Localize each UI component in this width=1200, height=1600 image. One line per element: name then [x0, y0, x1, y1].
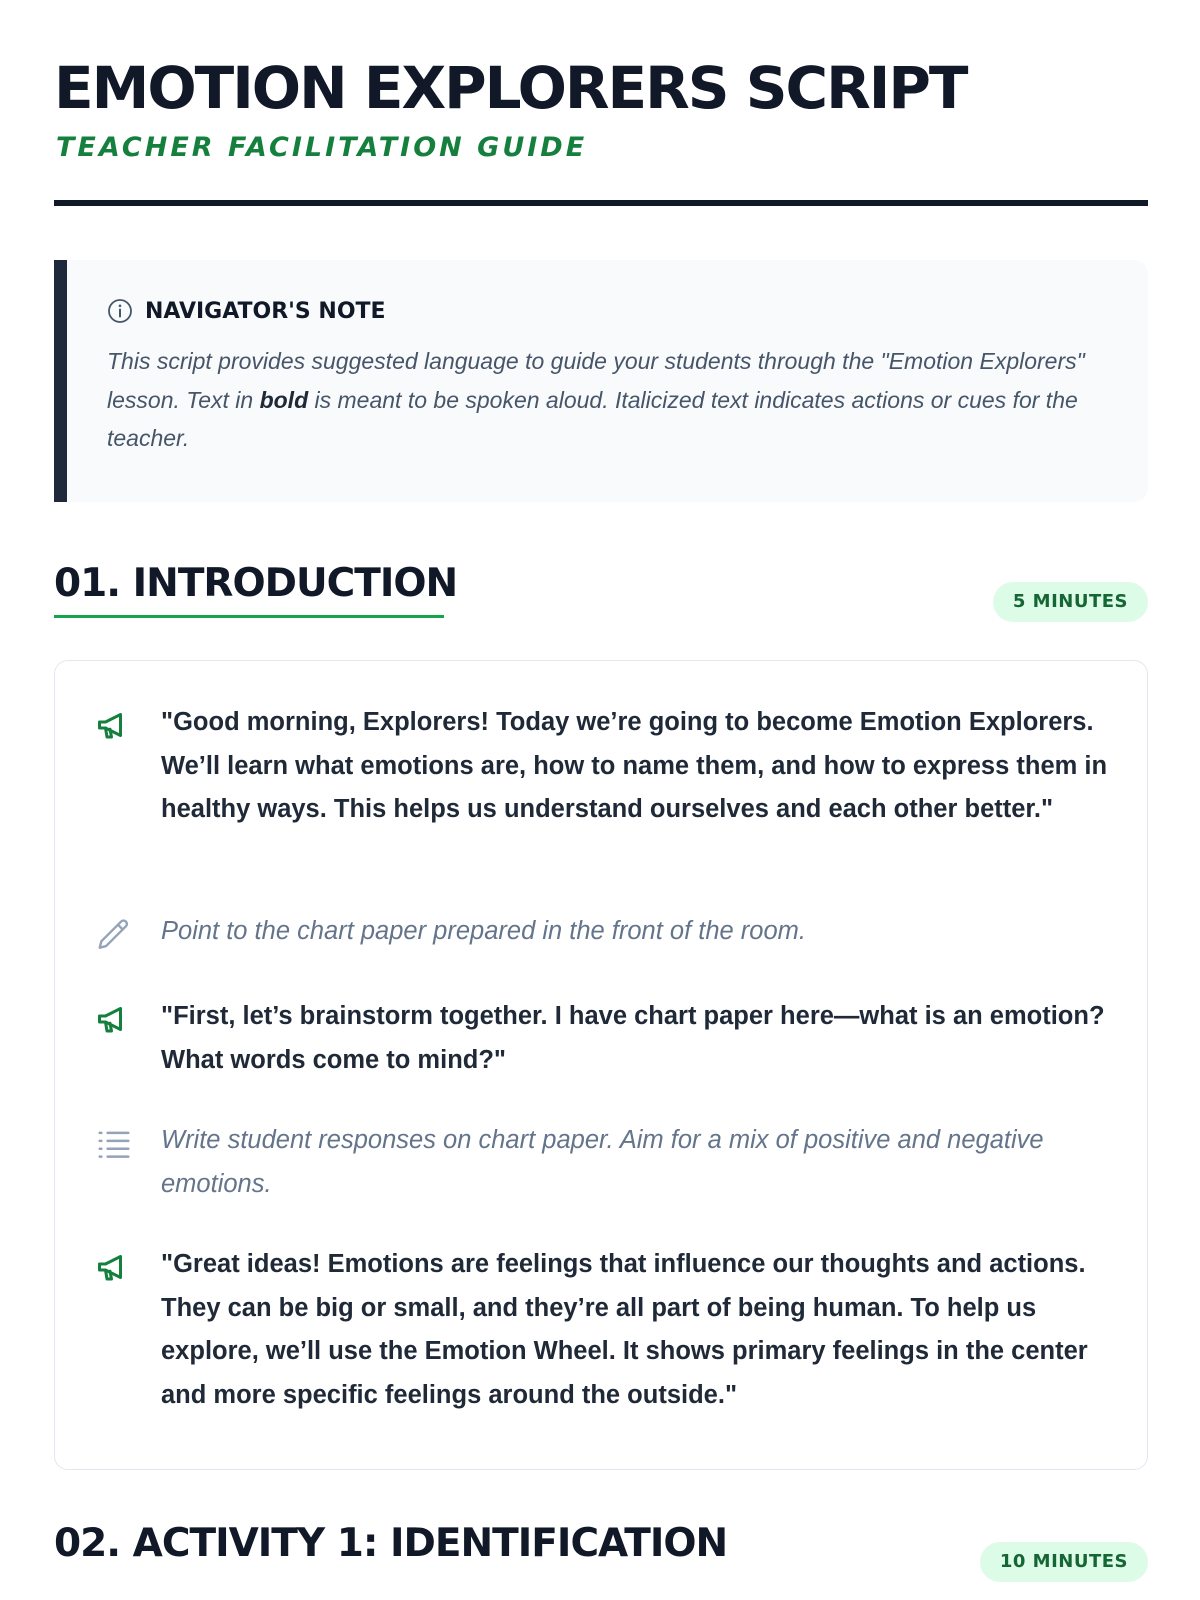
- script-line-spoken: [95, 701, 1115, 832]
- section-underline: [54, 615, 444, 618]
- script-card: [54, 660, 1148, 1470]
- list-icon: [95, 1119, 161, 1206]
- spoken-text: "First, let’s brainstorm together. I have chart paper here—what is an emotion? What words come to mind?": [161, 1002, 1105, 1074]
- cue-text: Write student responses on chart paper. Aim for a mix of positive and negative emotions.: [161, 1126, 1044, 1198]
- script-line-spoken: [95, 995, 1115, 1082]
- section-title-introduction: 01. INTRODUCTION: [54, 561, 458, 606]
- note-text: This script provides suggested language to guide your students through the "Emotion Explorers" lesson. Text in bold is meant to be spoken aloud. Italicized text indicates actions or cues for the teacher.: [107, 348, 1085, 451]
- note-header: [107, 298, 386, 324]
- note-bold-word: bold: [259, 386, 309, 413]
- script-line-cue: [95, 1119, 1115, 1206]
- title-divider: [54, 200, 1148, 206]
- info-icon: [107, 298, 133, 324]
- cue-text: Point to the chart paper prepared in the front of the room.: [161, 917, 806, 945]
- megaphone-icon: [95, 701, 161, 832]
- duration-badge: 5 MINUTES: [993, 582, 1148, 622]
- pencil-icon: [95, 910, 161, 954]
- spoken-text: "Great ideas! Emotions are feelings that influence our thoughts and actions. They can be big or small, and they’re all part of being human. To help us explore, we’ll use the Emotion Wheel. It shows primary feelings in the center and more specific feelings around the outside.": [161, 1250, 1088, 1409]
- megaphone-icon: [95, 995, 161, 1082]
- navigators-note-callout: [54, 260, 1148, 502]
- script-line-cue: [95, 910, 1115, 954]
- note-label: NAVIGATOR'S NOTE: [145, 298, 386, 324]
- spoken-text: "Good morning, Explorers! Today we’re going to become Emotion Explorers. We’ll learn what emotions are, how to name them, and how to express them in healthy ways. This helps us understand ourselves and each other better.": [161, 708, 1108, 823]
- section-title-identification: 02. ACTIVITY 1: IDENTIFICATION: [54, 1521, 728, 1566]
- document-subtitle: TEACHER FACILITATION GUIDE: [56, 132, 588, 163]
- megaphone-icon: [95, 1243, 161, 1417]
- document-title: EMOTION EXPLORERS SCRIPT: [54, 54, 967, 122]
- duration-badge: 10 MINUTES: [980, 1542, 1148, 1582]
- script-line-spoken: [95, 1243, 1115, 1417]
